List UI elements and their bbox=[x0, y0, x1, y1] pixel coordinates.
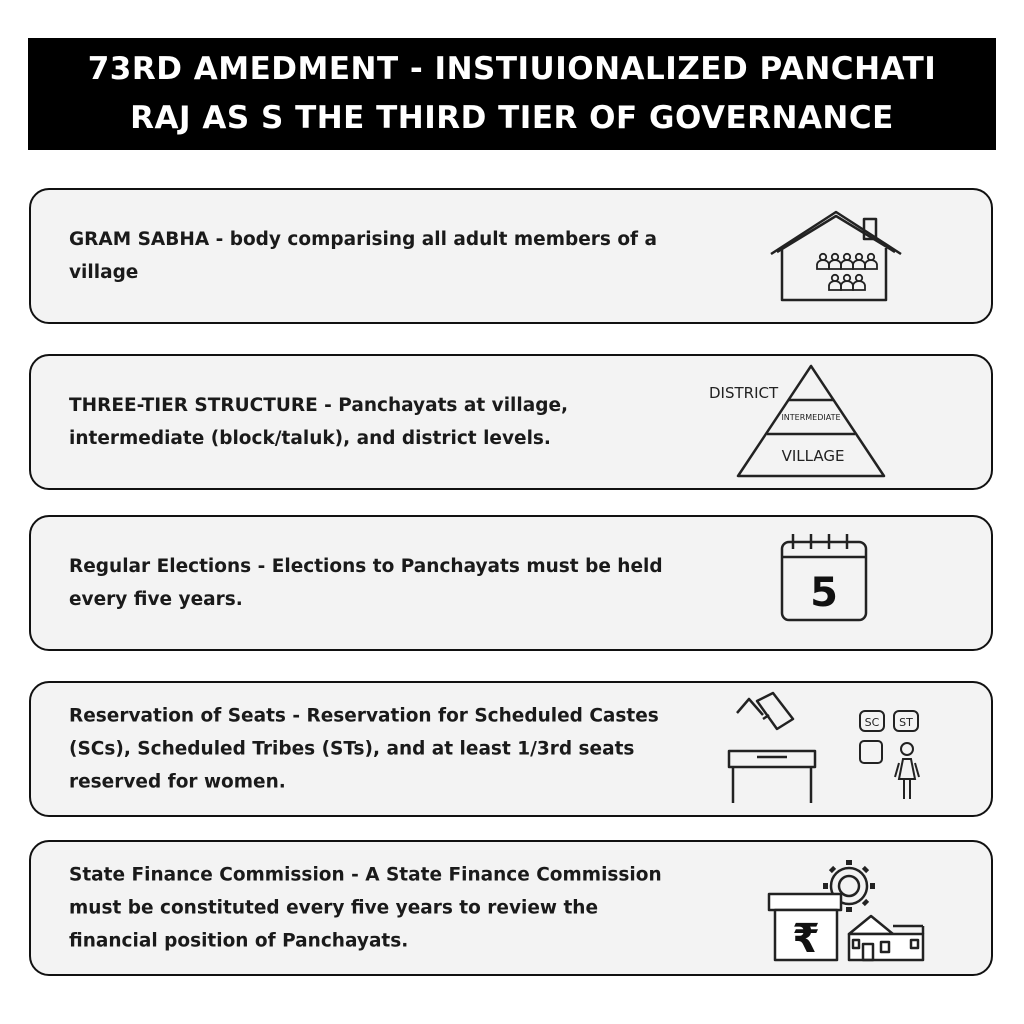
card-three-tier bbox=[29, 354, 993, 490]
pyramid-label-middle: INTERMEDIATE bbox=[781, 413, 841, 422]
card-regular-elections bbox=[29, 515, 993, 651]
card-reservation bbox=[29, 681, 993, 817]
card-text: GRAM SABHA - body comparising all adult members of a village bbox=[69, 229, 658, 283]
calendar-icon bbox=[771, 517, 881, 653]
ballot-box-icon bbox=[721, 683, 931, 819]
calendar-number: 5 bbox=[810, 570, 838, 616]
badge-sc: SC bbox=[864, 716, 880, 729]
card-text: Regular Elections - Elections to Panchayats must be held every five years. bbox=[69, 556, 663, 610]
pyramid-label-bottom: VILLAGE bbox=[781, 447, 845, 465]
card-text: THREE-TIER STRUCTURE - Panchayats at village, intermediate (block/taluk), and district levels. bbox=[69, 395, 569, 449]
card-text: State Finance Commission - A State Finance Commission must be constituted every five years to review the financial position of Panchayats. bbox=[69, 864, 662, 952]
pyramid-label-top: DISTRICT bbox=[709, 384, 779, 402]
card-state-finance bbox=[29, 840, 993, 976]
finance-icon bbox=[731, 842, 931, 978]
village-house-people-icon bbox=[761, 190, 911, 326]
title-banner bbox=[28, 38, 996, 150]
page-title: 73RD AMEDMENT - INSTIUIONALIZED PANCHATI RAJ AS S THE THIRD TIER OF GOVERNANCE bbox=[87, 51, 937, 136]
pyramid-icon bbox=[691, 356, 941, 492]
card-text: Reservation of Seats - Reservation for Scheduled Castes (SCs), Scheduled Tribes (STs), and at least 1/3rd seats reserved for women. bbox=[69, 705, 659, 793]
card-gram-sabha bbox=[29, 188, 993, 324]
rupee-symbol: ₹ bbox=[792, 916, 820, 962]
badge-st: ST bbox=[899, 716, 913, 729]
